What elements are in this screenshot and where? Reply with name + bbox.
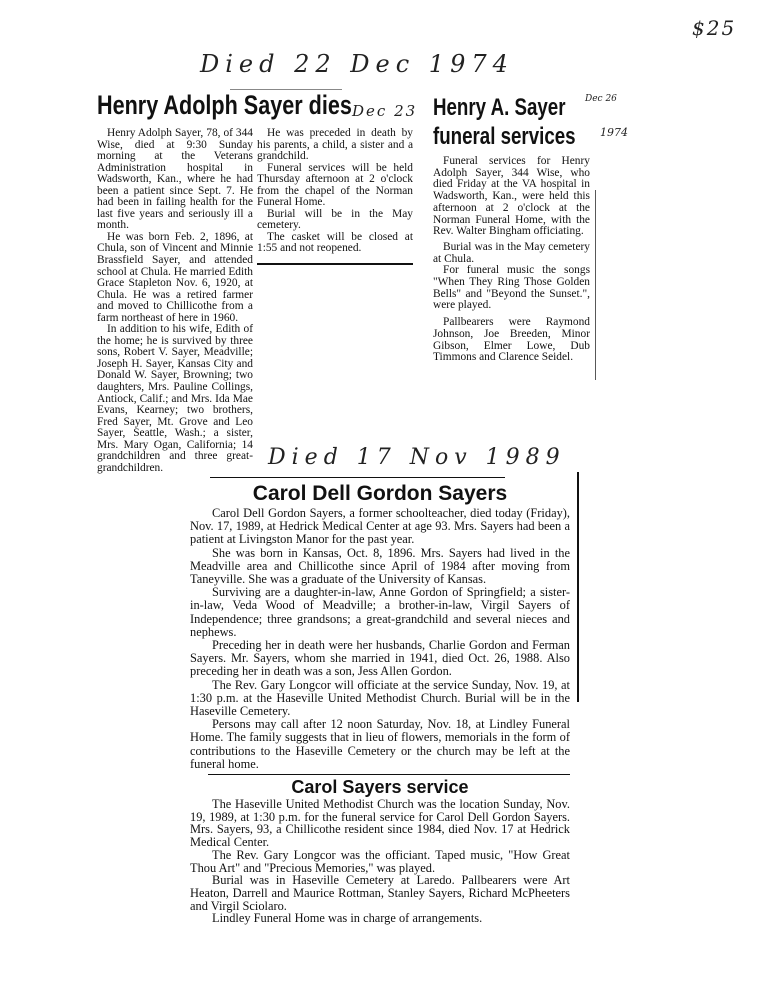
paragraph: The Rev. Gary Longcor was the officiant. Taped music, "How Great Thou Art" and "Precious Memories," was played. — [190, 847, 570, 875]
handwritten-death-date-1974: Died 22 Dec 1974 — [200, 50, 514, 78]
paragraph: Persons may call after 12 noon Saturday, Nov. 18, at Lindley Funeral Home. The family suggests that in lieu of flowers, memorials in the form of contributions to the Haseville Cemetery or the church may be left at the funeral home. — [190, 717, 570, 771]
headline: Carol Dell Gordon Sayers — [252, 482, 508, 505]
paragraph: Burial was in Haseville Cemetery at Laredo. Pallbearers were Art Heaton, Darrell and Maurice Rottman, Stanley Sayers, Richard McPheeters and Virgil Sciolaro. — [190, 873, 570, 913]
handwritten-death-date-1989: Died 17 Nov 1989 — [268, 445, 566, 470]
paragraph: Lindley Funeral Home was in charge of arrangements. — [212, 911, 483, 926]
end-rule — [257, 263, 413, 265]
paragraph: Henry Adolph Sayer, 78, of 344 Wise, died at 9:30 Sunday morning at the Veterans Administration hospital in Wadsworth, Kan., where he had been a patient since Sept. 7. He had been in failing health for the last five years and seriously ill a month. — [97, 127, 253, 232]
headline-line-2: funeral services — [433, 123, 576, 150]
paragraph: The casket will be closed at 1:55 and not reopened. — [257, 230, 413, 255]
article-carol-dell-gordon-sayers — [190, 481, 570, 771]
headline-line-1: Henry A. Sayer — [433, 94, 566, 121]
paragraph: Carol Dell Gordon Sayers, a former schoolteacher, died today (Friday), Nov. 17, 1989, at Hedrick Medical Center at age 93. Mrs. Sayers had been a patient at Livingston Manor for the past year. — [190, 506, 570, 547]
article-body — [190, 507, 570, 771]
paragraph: She was born in Kansas, Oct. 8, 1896. Mrs. Sayers had lived in the Meadville area and Chillicothe since April of 1984 after moving from Taneyville. She was a graduate of the University of Kansas. — [190, 545, 570, 587]
paragraph: Funeral services for Henry Adolph Sayer, 344 Wise, who died Friday at the VA hospital in Wadsworth, Kan., were held this afternoon at 2 o'clock at the Norman Funeral Home, with the Rev. Walter Bingham officiating. — [433, 155, 590, 238]
handwritten-year-1974: 1974 — [600, 126, 628, 139]
paragraph: Funeral services will be held Thursday afternoon at 2 o'clock from the chapel of the Norman Funeral Home. — [257, 161, 413, 209]
paragraph: Burial was in the May cemetery at Chula. — [433, 240, 590, 265]
paragraph: Surviving are a daughter-in-law, Anne Gordon of Springfield; a sister-in-law, Veda Wood of Meadville; a brother-in-law, Virgil Sayers of Independence; three grandsons; a great-grandchild and several nieces and nephews. — [190, 585, 570, 639]
paragraph: The Haseville United Methodist Church was the location Sunday, Nov. 19, 1989, at 1:30 p.m. for the funeral service for Carol Dell Gordon Sayers. Mrs. Sayers, 93, a Chillicothe resident since 1984, died Nov. 17 at Hedrick Medical Center. — [190, 797, 570, 850]
paragraph: The Rev. Gary Longcor will officiate at the service Sunday, Nov. 19, at 1:30 p.m. at the Haseville United Methodist Church. Burial will be in the Haseville Cemetery. — [190, 677, 570, 719]
article-carol-sayers-service — [190, 774, 570, 925]
paragraph: Preceding her in death were her husbands, Charlie Gordon and Ferman Sayers. Mr. Sayers, whom she married in 1941, died Oct. 26, 1988. Also preceding her in death was a son, Jess Allen Gordon. — [190, 638, 570, 679]
divider — [210, 477, 505, 478]
paragraph: Burial will be in the May cemetery. — [257, 207, 413, 232]
handwritten-page-number: $25 — [692, 16, 737, 40]
headline: Henry Adolph Sayer dies — [97, 90, 352, 120]
column-rule — [577, 472, 579, 702]
handwritten-date-dec-26: Dec 26 — [585, 94, 617, 104]
article-body — [190, 798, 570, 925]
article-body — [433, 156, 590, 364]
paragraph: He was born Feb. 2, 1896, at Chula, son of Vincent and Minnie Brassfield Sayer, and attended school at Chula. He married Edith Grace Stapleton Nov. 6, 1920, at Chula. He was a retired farmer and moved to Chillicothe from a farm northeast of here in 1960. — [97, 230, 253, 324]
paragraph: He was preceded in death by his parents, a child, a sister and a grandchild. — [257, 127, 413, 163]
article-column-1 — [97, 128, 253, 474]
column-rule — [595, 190, 596, 380]
paragraph: Pallbearers were Raymond Johnson, Joe Breeden, Minor Gibson, Elmer Lowe, Dub Timmons and Clarence Seidel. — [433, 316, 590, 364]
handwritten-date-dec-23: Dec 23 — [352, 102, 418, 120]
article-column-2 — [257, 128, 413, 265]
divider — [208, 774, 570, 775]
headline: Carol Sayers service — [291, 777, 469, 798]
paragraph: In addition to his wife, Edith of the home; he is survived by three sons, Robert V. Sayer, Meadville; Joseph H. Sayer, Kansas City and Donald W. Sayer, Browning; two daughters, Mrs. Pauline Collings, Antiock, Calif.; and Mrs. Ida Mae Evans, Kearney; two brothers, Fred Sayer, Mt. Grove and Leo Sayer, Seattle, Wash.; a sister, Mrs. Mary Ogan, California; 14 grandchildren and three great-grandchildren. — [97, 323, 253, 474]
paragraph: For funeral music the songs "When They Ring Those Golden Bells" and "Beyond the Sunset.", were played. — [433, 264, 590, 312]
clipping-1989 — [190, 481, 570, 925]
